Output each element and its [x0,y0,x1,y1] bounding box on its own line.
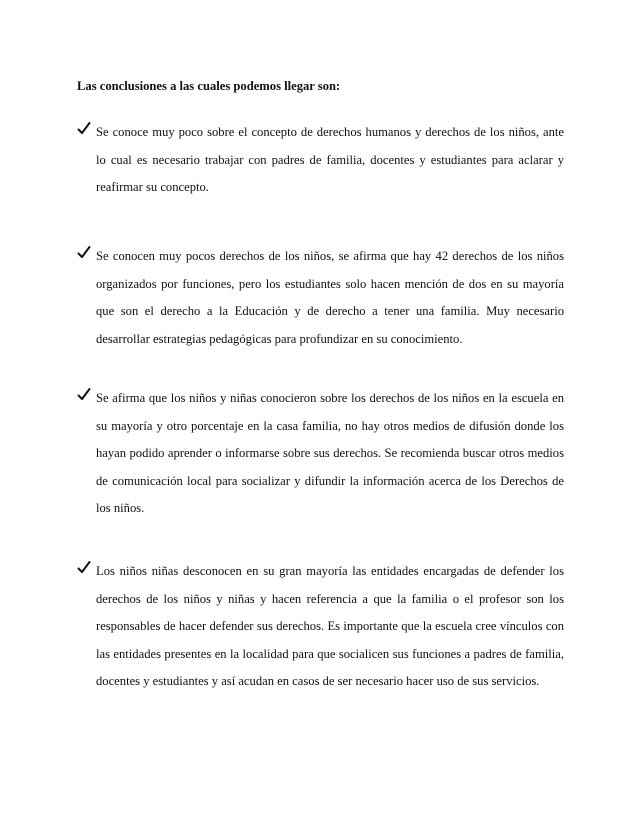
conclusion-item [77,243,564,353]
checkmark-icon [77,119,91,137]
conclusion-item [77,385,564,523]
conclusion-item [77,558,564,696]
conclusion-text: Se conoce muy poco sobre el concepto de derechos humanos y derechos de los niños, ante lo cual es necesario trabajar con padres de familia, docentes y estudiantes para aclarar y reafirmar su concepto. [96,125,564,194]
checkmark-icon [77,243,91,261]
checkmark-icon [77,558,91,576]
conclusion-text: Se conocen muy pocos derechos de los niños, se afirma que hay 42 derechos de los niños organizados por funciones, pero los estudiantes solo hacen mención de dos en su mayoría que son el derecho a la Educación y de derecho a tener una familia. Muy necesario desarrollar estrategias pedagógicas para profundizar en su conocimiento. [96,249,564,346]
conclusion-text: Se afirma que los niños y niñas conocieron sobre los derechos de los niños en la escuela en su mayoría y otro porcentaje en la casa familia, no hay otros medios de difusión donde los hayan podido aprender o informarse sobre sus derechos. Se recomienda buscar otros medios de comunicación local para socializar y difundir la información acerca de los Derechos de los niños. [96,391,564,515]
conclusions-heading: Las conclusiones a las cuales podemos llegar son: [77,79,341,93]
conclusion-text: Los niños niñas desconocen en su gran mayoría las entidades encargadas de defender los derechos de los niños y niñas y hacen referencia a que la familia o el profesor son los responsables de hacer defender sus derechos. Es importante que la escuela cree vínculos con las entidades presentes en la localidad para que socialicen sus funciones a padres de familia, docentes y estudiantes y así acudan en casos de ser necesario hacer uso de sus servicios. [96,564,564,688]
checkmark-icon [77,385,91,403]
conclusion-item [77,119,564,202]
